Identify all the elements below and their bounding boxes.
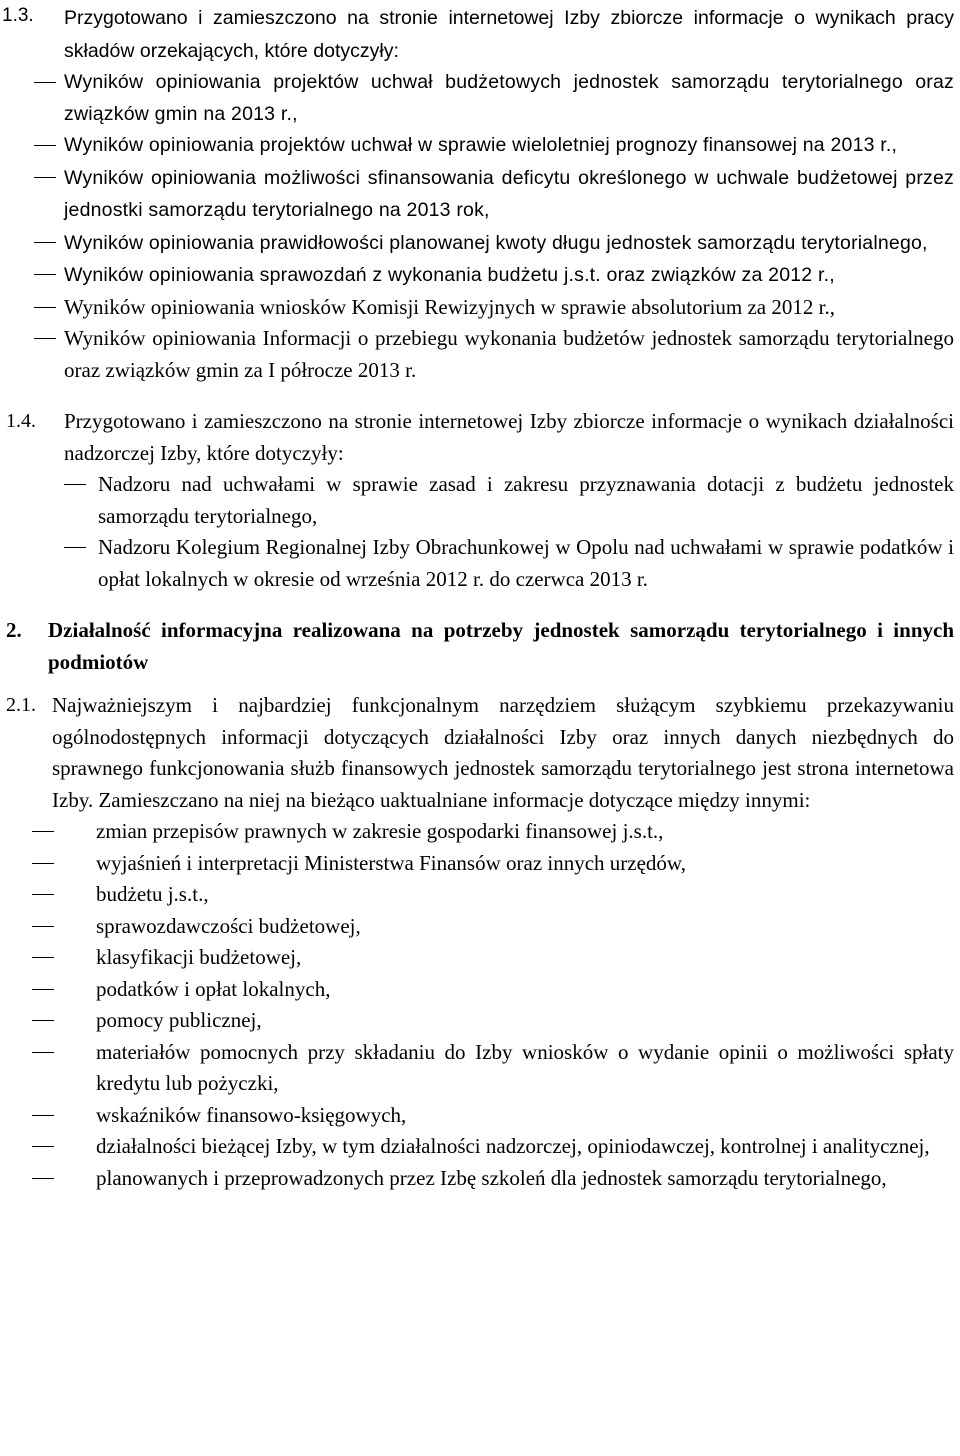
dash-icon <box>32 957 54 958</box>
list-item: działalności bieżącej Izby, w tym działalności nadzorczej, opiniodawczej, kontrolnej i analitycznej, <box>52 1131 954 1163</box>
list-item: Wyników opiniowania projektów uchwał budżetowych jednostek samorządu terytorialnego oraz związków gmin na 2013 r., <box>64 67 954 130</box>
dash-icon <box>34 242 56 243</box>
dash-icon <box>32 894 54 895</box>
dash-icon <box>64 484 86 485</box>
section-heading: Działalność informacyjna realizowana na potrzeby jednostek samorządu terytorialnego i innych podmiotów <box>48 618 954 674</box>
bullet-list <box>64 469 954 595</box>
dash-icon <box>32 863 54 864</box>
dash-icon <box>34 307 56 308</box>
bullet-list <box>64 67 954 386</box>
section-1-4 <box>0 406 960 595</box>
dash-icon <box>34 82 56 83</box>
section-number: 2.1. <box>6 694 36 716</box>
dash-icon <box>32 1020 54 1021</box>
dash-icon <box>32 1178 54 1179</box>
list-item: Wyników opiniowania Informacji o przebiegu wykonania budżetów jednostek samorządu terytorialnego oraz związków gmin za I półrocze 2013 r. <box>64 323 954 386</box>
list-item: klasyfikacji budżetowej, <box>52 942 954 974</box>
dash-icon <box>32 989 54 990</box>
section-intro: Najważniejszym i najbardziej funkcjonalnym narzędziem służącym szybkiemu przekazywaniu ogólnodostępnych informacji dotyczących działalności Izby oraz innych danych niezbędnych do sprawnego funkcjonowania służb finansowych jednostek samorządu terytorialnego jest strona internetowa Izby. Zamieszczano na niej na bieżąco uaktualniane informacje dotyczące między innymi: <box>52 693 954 812</box>
dash-icon <box>32 1115 54 1116</box>
section-number: 1.4. <box>6 410 36 432</box>
list-item: materiałów pomocnych przy składaniu do Izby wniosków o wydanie opinii o możliwości spłaty kredytu lub pożyczki, <box>52 1037 954 1100</box>
list-item: Nadzoru Kolegium Regionalnej Izby Obrachunkowej w Opolu nad uchwałami w sprawie podatków i opłat lokalnych w okresie od września 2012 r. do czerwca 2013 r. <box>64 532 954 595</box>
section-2 <box>0 615 960 678</box>
list-item: Wyników opiniowania możliwości sfinansowania deficytu określonego w uchwale budżetowej przez jednostki samorządu terytorialnego na 2013 rok, <box>64 162 954 227</box>
dash-icon <box>34 177 56 178</box>
list-item: zmian przepisów prawnych w zakresie gospodarki finansowej j.s.t., <box>52 816 954 848</box>
list-item: sprawozdawczości budżetowej, <box>52 911 954 943</box>
list-item: Wyników opiniowania wniosków Komisji Rewizyjnych w sprawie absolutorium za 2012 r., <box>64 292 954 324</box>
list-item: wyjaśnień i interpretacji Ministerstwa Finansów oraz innych urzędów, <box>52 848 954 880</box>
list-item: budżetu j.s.t., <box>52 879 954 911</box>
section-1-3 <box>0 0 960 386</box>
list-item: pomocy publicznej, <box>52 1005 954 1037</box>
section-2-1 <box>0 690 960 1194</box>
list-item: Wyników opiniowania projektów uchwał w sprawie wieloletniej prognozy finansowej na 2013 r., <box>64 130 954 162</box>
dash-icon <box>34 274 56 275</box>
bullet-list <box>52 816 954 1194</box>
list-item: wskaźników finansowo-księgowych, <box>52 1100 954 1132</box>
dash-icon <box>34 338 56 339</box>
section-intro: Przygotowano i zamieszczono na stronie internetowej Izby zbiorcze informacje o wynikach pracy składów orzekających, które dotyczyły: <box>64 7 954 62</box>
list-item: podatków i opłat lokalnych, <box>52 974 954 1006</box>
dash-icon <box>32 1052 54 1053</box>
dash-icon <box>64 547 86 548</box>
section-number: 1.3. <box>2 5 34 26</box>
list-item: planowanych i przeprowadzonych przez Izbę szkoleń dla jednostek samorządu terytorialnego, <box>52 1163 954 1195</box>
dash-icon <box>32 1146 54 1147</box>
section-number: 2. <box>6 618 22 642</box>
list-item: Wyników opiniowania prawidłowości planowanej kwoty długu jednostek samorządu terytorialnego, <box>64 227 954 260</box>
dash-icon <box>34 145 56 146</box>
list-item: Nadzoru nad uchwałami w sprawie zasad i zakresu przyznawania dotacji z budżetu jednostek samorządu terytorialnego, <box>64 469 954 532</box>
dash-icon <box>32 831 54 832</box>
dash-icon <box>32 926 54 927</box>
section-intro: Przygotowano i zamieszczono na stronie internetowej Izby zbiorcze informacje o wynikach działalności nadzorczej Izby, które dotyczyły: <box>64 409 954 465</box>
list-item: Wyników opiniowania sprawozdań z wykonania budżetu j.s.t. oraz związków za 2012 r., <box>64 259 954 292</box>
